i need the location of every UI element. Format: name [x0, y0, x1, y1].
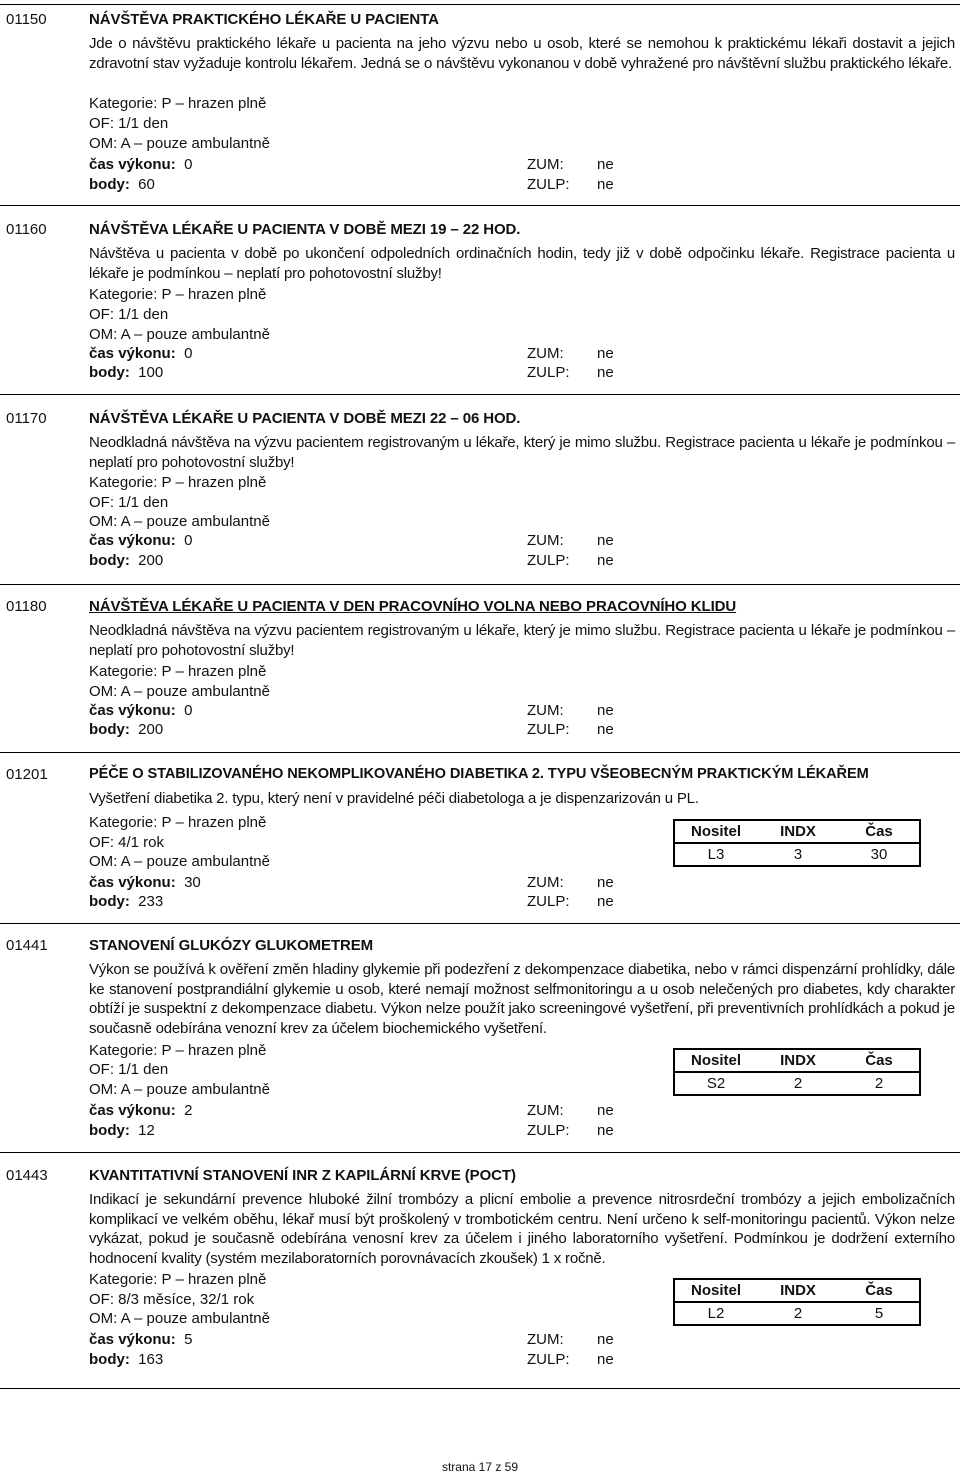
entry-title: KVANTITATIVNÍ STANOVENÍ INR Z KAPILÁRNÍ KRVE (POCT) — [89, 1167, 516, 1184]
cas-vykonu-field — [89, 156, 192, 173]
zulp-field — [527, 176, 614, 193]
zum-field — [527, 156, 614, 173]
entry-title: NÁVŠTĚVA LÉKAŘE U PACIENTA V DOBĚ MEZI 19 – 22 HOD. — [89, 221, 521, 238]
entry-code: 01170 — [6, 410, 47, 427]
zulp-field — [527, 1351, 614, 1368]
entry-title: NÁVŠTĚVA PRAKTICKÉHO LÉKAŘE U PACIENTA — [89, 11, 439, 28]
entry-code: 01180 — [6, 598, 47, 615]
header-nositel: Nositel — [674, 820, 757, 843]
entry-code: 01441 — [6, 937, 48, 954]
entry-title: PÉČE O STABILIZOVANÉHO NEKOMPLIKOVANÉHO DIABETIKA 2. TYPU VŠEOBECNÝM PRAKTICKÝM LÉKAŘEM — [89, 766, 869, 782]
body-label: body: — [89, 1122, 130, 1139]
cell-cas: 30 — [870, 846, 888, 863]
cas-vykonu-field — [89, 1331, 192, 1348]
body-value: 60 — [138, 176, 155, 193]
entry-code: 01150 — [6, 11, 47, 28]
zulp-field — [527, 893, 614, 910]
nositel-table-header — [674, 1049, 920, 1072]
zum-value: ne — [597, 345, 614, 362]
zum-value: ne — [597, 1102, 614, 1119]
kategorie-field: Kategorie: P – hrazen plně — [89, 286, 267, 303]
zum-label: ZUM: — [527, 874, 564, 891]
entry-title: NÁVŠTĚVA LÉKAŘE U PACIENTA V DEN PRACOVNÍHO VOLNA NEBO PRACOVNÍHO KLIDU — [89, 598, 737, 615]
kategorie-field: Kategorie: P – hrazen plně — [89, 474, 267, 491]
zum-label: ZUM: — [527, 1331, 564, 1348]
cas-vykonu-label: čas výkonu: — [89, 1102, 176, 1119]
nositel-table — [673, 1278, 921, 1326]
zulp-value: ne — [597, 1122, 614, 1139]
cas-vykonu-label: čas výkonu: — [89, 345, 176, 362]
of-field: OF: 1/1 den — [89, 494, 169, 511]
entry-description: Výkon se používá k ověření změn hladiny glykemie při podezření z dekompenzace diabetika, nebo v rámci dispenzární prohlídky, dále ke stanovení postprandiální glykemie u osob, které nemají možnost selfmonitoringu a u osob nelečených pro diabetes, kdy charakter obtíží je suspektní z dekompenzace diabetu. Výkon nelze použít jako screeningové vyšetření, při preventivních prohlídkách a pokud je současně odebírána venozní krev za účelem biochemického vyšetření. — [89, 961, 955, 1037]
of-field: OF: 1/1 den — [89, 115, 169, 132]
body-label: body: — [89, 176, 130, 193]
cas-vykonu-value: 0 — [184, 156, 193, 173]
zum-field — [527, 702, 614, 719]
zulp-label: ZULP: — [527, 893, 570, 910]
nositel-table — [673, 819, 921, 867]
cas-vykonu-value: 0 — [184, 702, 193, 719]
nositel-table-row — [674, 1302, 920, 1325]
zulp-label: ZULP: — [527, 364, 570, 381]
zum-field — [527, 532, 614, 549]
body-label: body: — [89, 552, 130, 569]
om-field: OM: A – pouze ambulantně — [89, 513, 270, 530]
zum-label: ZUM: — [527, 1102, 564, 1119]
body-field — [89, 1351, 163, 1368]
zulp-value: ne — [597, 893, 614, 910]
entry-title: STANOVENÍ GLUKÓZY GLUKOMETREM — [89, 937, 374, 954]
cell-indx: 3 — [793, 846, 803, 863]
divider — [0, 752, 960, 753]
zum-value: ne — [597, 702, 614, 719]
zum-label: ZUM: — [527, 345, 564, 362]
body-label: body: — [89, 721, 130, 738]
cas-vykonu-value: 0 — [184, 532, 193, 549]
zum-field — [527, 874, 614, 891]
entry-description: Neodkladná návštěva na výzvu pacientem registrovaným u lékaře, který je mimo službu. Registrace pacienta u lékaře je podmínkou – neplatí pro pohotovostní služby! — [89, 622, 955, 659]
cas-vykonu-value: 2 — [184, 1102, 193, 1119]
zum-field — [527, 345, 614, 362]
body-value: 233 — [138, 893, 164, 910]
entry-code: 01160 — [6, 221, 47, 238]
cas-vykonu-field — [89, 1102, 192, 1119]
cas-vykonu-label: čas výkonu: — [89, 1331, 176, 1348]
cas-vykonu-label: čas výkonu: — [89, 532, 176, 549]
cell-nositel: L2 — [707, 1305, 725, 1322]
nositel-table-header — [674, 1279, 920, 1302]
body-label: body: — [89, 893, 130, 910]
cas-vykonu-field — [89, 702, 192, 719]
zum-value: ne — [597, 1331, 614, 1348]
kategorie-field: Kategorie: P – hrazen plně — [89, 1271, 267, 1288]
entry-description: Vyšetření diabetika 2. typu, který není v pravidelné péči diabetologa a je dispenzarizován u PL. — [89, 790, 699, 807]
body-field — [89, 1122, 155, 1139]
cas-vykonu-value: 30 — [184, 874, 201, 891]
entry-title: NÁVŠTĚVA LÉKAŘE U PACIENTA V DOBĚ MEZI 22 – 06 HOD. — [89, 410, 521, 427]
cas-vykonu-field — [89, 345, 192, 362]
entry-description: Návštěva u pacienta v době po ukončení odpoledních ordinačních hodin, tedy již v době odpočinku lékaře. Registrace pacienta u lékaře je podmínkou – neplatí pro pohotovostní služby! — [89, 245, 955, 282]
bottom-rule — [0, 1388, 960, 1389]
zum-value: ne — [597, 532, 614, 549]
page-number: strana 17 z 59 — [441, 1460, 519, 1474]
cas-vykonu-label: čas výkonu: — [89, 874, 176, 891]
zum-label: ZUM: — [527, 702, 564, 719]
cas-vykonu-field — [89, 874, 201, 891]
divider — [0, 923, 960, 924]
body-field — [89, 176, 155, 193]
zulp-field — [527, 552, 614, 569]
zulp-label: ZULP: — [527, 1122, 570, 1139]
zum-value: ne — [597, 156, 614, 173]
entry-description: Neodkladná návštěva na výzvu pacientem registrovaným u lékaře, který je mimo službu. Registrace pacienta u lékaře je podmínkou – neplatí pro pohotovostní služby! — [89, 434, 955, 471]
zulp-field — [527, 364, 614, 381]
zum-label: ZUM: — [527, 532, 564, 549]
zulp-label: ZULP: — [527, 176, 570, 193]
of-field: OF: 8/3 měsíce, 32/1 rok — [89, 1291, 255, 1308]
body-field — [89, 893, 163, 910]
header-indx: INDX — [757, 820, 839, 843]
entry-code: 01443 — [6, 1167, 48, 1184]
body-value: 100 — [138, 364, 164, 381]
cell-indx: 2 — [793, 1075, 803, 1092]
om-field: OM: A – pouze ambulantně — [89, 326, 270, 343]
divider — [0, 394, 960, 395]
entry-description: Jde o návštěvu praktického lékaře u pacienta na jeho výzvu nebo u osob, které se nemohou k praktickému lékaři dostavit a jejich zdravotní stav vyžaduje kontrolu lékařem. Jedná se o návštěvu vykonanou v době vyhražené pro návštěvní službu praktického lékaře. — [89, 35, 955, 72]
body-value: 200 — [138, 552, 164, 569]
entry-code: 01201 — [6, 766, 48, 783]
cell-cas: 5 — [874, 1305, 884, 1322]
cell-cas: 2 — [874, 1075, 884, 1092]
header-nositel: Nositel — [674, 1049, 757, 1072]
cell-nositel: S2 — [706, 1075, 726, 1092]
divider — [0, 205, 960, 206]
cas-vykonu-label: čas výkonu: — [89, 702, 176, 719]
cas-vykonu-value: 0 — [184, 345, 193, 362]
cell-nositel: L3 — [707, 846, 725, 863]
zulp-value: ne — [597, 364, 614, 381]
zulp-label: ZULP: — [527, 721, 570, 738]
body-value: 12 — [138, 1122, 155, 1139]
cas-vykonu-value: 5 — [184, 1331, 193, 1348]
kategorie-field: Kategorie: P – hrazen plně — [89, 1042, 267, 1059]
zum-label: ZUM: — [527, 156, 564, 173]
body-value: 163 — [138, 1351, 164, 1368]
of-field: OF: 4/1 rok — [89, 834, 165, 851]
om-field: OM: A – pouze ambulantně — [89, 1081, 270, 1098]
zum-value: ne — [597, 874, 614, 891]
nositel-table-row — [674, 1072, 920, 1095]
body-value: 200 — [138, 721, 164, 738]
zulp-value: ne — [597, 1351, 614, 1368]
header-nositel: Nositel — [674, 1279, 757, 1302]
zum-field — [527, 1102, 614, 1119]
zulp-value: ne — [597, 176, 614, 193]
nositel-table-header — [674, 820, 920, 843]
of-field: OF: 1/1 den — [89, 306, 169, 323]
om-field: OM: A – pouze ambulantně — [89, 135, 270, 152]
body-field — [89, 364, 163, 381]
entry-description: Indikací je sekundární prevence hluboké žilní trombózy a plicní embolie a prevence nitrosrdeční trombózy a jejich embolizačních komplikací ve velkém oběhu, lékař musí být proškolený v trombotickém centru. Není určeno k self-monitoringu pacientů. Výkon nelze vykázat, pokud je současně odebírána venosní krev za účelem i jiného laboratorního vyšetření. Podmínkou je dodržení externího hodnocení kvality (systém mezilaboratorních porovnávacích zkoušek) 1 x ročně. — [89, 1191, 955, 1267]
header-cas: Čas — [839, 820, 920, 843]
zulp-value: ne — [597, 721, 614, 738]
cas-vykonu-field — [89, 532, 192, 549]
divider — [0, 1152, 960, 1153]
kategorie-field: Kategorie: P – hrazen plně — [89, 814, 267, 831]
zulp-field — [527, 721, 614, 738]
divider — [0, 584, 960, 585]
body-field — [89, 721, 163, 738]
zum-field — [527, 1331, 614, 1348]
top-rule — [0, 4, 960, 5]
body-label: body: — [89, 1351, 130, 1368]
nositel-table — [673, 1048, 921, 1096]
kategorie-field: Kategorie: P – hrazen plně — [89, 663, 267, 680]
om-field: OM: A – pouze ambulantně — [89, 683, 270, 700]
om-field: OM: A – pouze ambulantně — [89, 1310, 270, 1327]
header-indx: INDX — [757, 1279, 839, 1302]
header-indx: INDX — [757, 1049, 839, 1072]
zulp-value: ne — [597, 552, 614, 569]
header-cas: Čas — [839, 1049, 920, 1072]
header-cas: Čas — [839, 1279, 920, 1302]
nositel-table-row — [674, 843, 920, 866]
body-label: body: — [89, 364, 130, 381]
zulp-label: ZULP: — [527, 552, 570, 569]
kategorie-field: Kategorie: P – hrazen plně — [89, 95, 267, 112]
zulp-field — [527, 1122, 614, 1139]
cas-vykonu-label: čas výkonu: — [89, 156, 176, 173]
cell-indx: 2 — [793, 1305, 803, 1322]
of-field: OF: 1/1 den — [89, 1061, 169, 1078]
zulp-label: ZULP: — [527, 1351, 570, 1368]
om-field: OM: A – pouze ambulantně — [89, 853, 270, 870]
body-field — [89, 552, 163, 569]
